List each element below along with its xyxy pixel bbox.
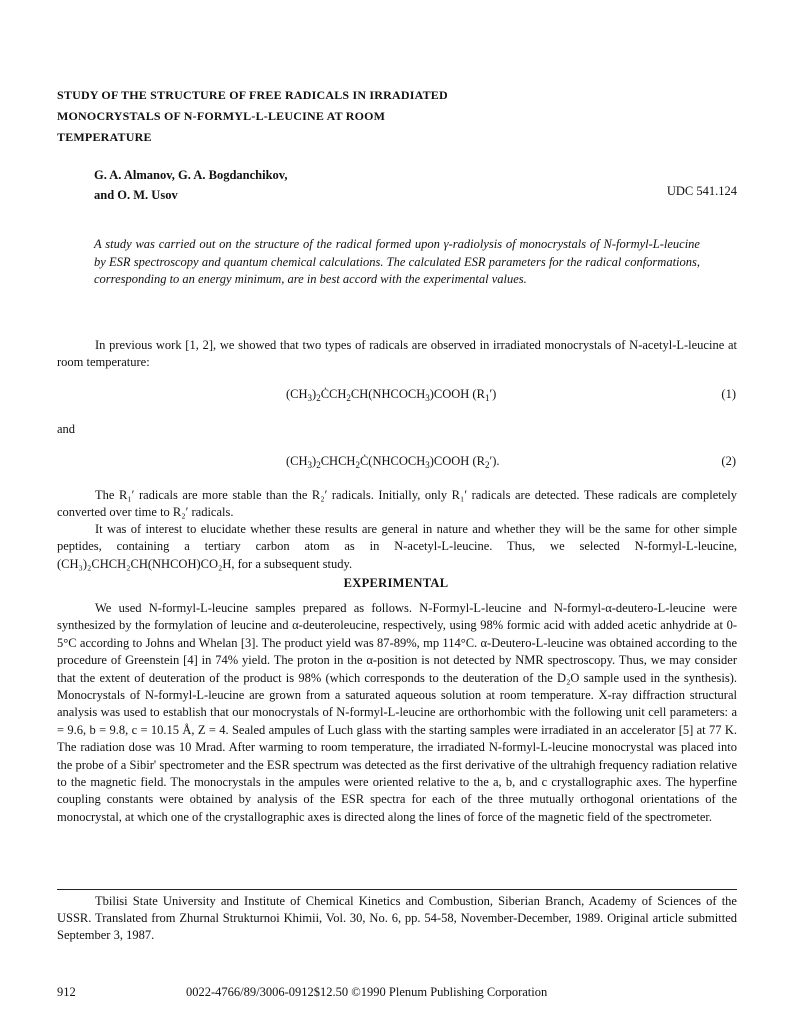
equation-2-number: (2) (721, 454, 736, 468)
section-heading-experimental: EXPERIMENTAL (343, 576, 449, 590)
author-list (94, 165, 287, 205)
stability-paragraph: The R₁′ radicals are more stable than the R₂′ radicals. Initially, only R₁′ radicals are detected. These radicals are completely converted over time to R₂′ radicals. (57, 488, 737, 520)
page-number: 912 (57, 985, 76, 999)
equation-2: $(CH_3)_2CHCH_2Ċ(NHCOCH_3)COOH$ $(R_2')$. (286, 454, 500, 470)
title-line-3: TEMPERATURE (57, 130, 152, 144)
equation-1-number: (1) (721, 387, 736, 401)
copyright-line: 0022-4766/89/3006-0912$12.50 ©1990 Plenum Publishing Corporation (186, 985, 548, 999)
experimental-paragraph: We used N-formyl-L-leucine samples prepared as follows. N-Formyl-L-leucine and N-formyl-α-deutero-L-leucine were synthesized by the formylation of leucine and α-deuteroleucine, respectively, using 98% formic acid with added acetic anhydride at 0-5°C according to Johns and Whelan [3]. The product yield was 87-89%, mp 114°C. α-Deutero-L-leucine was obtained according to the procedure of Greenstein [4] in 74% yield. The proton in the α-position is not detected by NMR spectroscopy. Thus, we may consider that the extent of deuteration of the product is 98% (which corresponds to the deuteration of the D₂O sample used in the synthesis). Monocrystals of N-formyl-L-leucine are grown from a saturated aqueous solution at room temperature. X-ray diffraction structural analysis was used to establish that our monocrystals of N-formyl-L-leucine are orthorhombic with the following unit cell parameters: a = 9.6, b = 9.8, c = 10.15 Å, Z = 4. Sealed ampules of Luch glass with the starting samples were irradiated in an accelerator [5] at 77 K. The radiation dose was 10 Mrad. After warming to room temperature, the irradiated N-formyl-L-leucine monocrystal was placed into the probe of a Sibir' spectrometer and the ESR spectrum was detected as the first derivative of the ultrahigh frequency radiation relative to the magnetic field. The monocrystals in the ampules were oriented relative to the a, b, and c crystallographic axes. The hyperfine coupling constants were obtained by analysis of the ESR spectra for each of the three mutually orthogonal orientations of the monocrystal, at which one of the crystallographic axes is directed along the lines of force of the magnetic field of the spectrometer. (57, 601, 737, 824)
udc-code: UDC 541.124 (666, 184, 737, 198)
title-line-2: MONOCRYSTALS OF N-FORMYL-L-LEUCINE AT ROOM (57, 109, 386, 123)
equation-1: $(CH_3)_2ĊCH_2CH(NHCOCH_3)COOH$ $(R_1')$ (286, 387, 497, 403)
title-line-1: STUDY OF THE STRUCTURE OF FREE RADICALS IN IRRADIATED (57, 88, 448, 102)
abstract: A study was carried out on the structure of the radical formed upon γ-radiolysis of monocrystals of N-formyl-L-leucine by ESR spectroscopy and quantum chemical calculations. The calculated ESR parameters for the radical conformations, corresponding to an energy minimum, are in best accord with the experimental values. (94, 237, 700, 286)
authors-line-1: G. A. Almanov, G. A. Bogdanchikov, (94, 168, 288, 182)
footnote: Tbilisi State University and Institute of Chemical Kinetics and Combustion, Siberian Branch, Academy of Sciences of the USSR. Translated from Zhurnal Strukturnoi Khimii, Vol. 30, No. 6, pp. 54-58, November-December, 1989. Original article submitted September 3, 1987. (57, 894, 737, 942)
article-title (57, 85, 577, 148)
intro-paragraph: In previous work [1, 2], we showed that two types of radicals are observed in irradiated monocrystals of N-acetyl-L-leucine at room temperature: (57, 338, 737, 370)
authors-line-2: and O. M. Usov (94, 188, 178, 202)
interest-paragraph: It was of interest to elucidate whether these results are general in nature and whether they will be the same for other simple peptides, containing a tertiary carbon atom as in N-acetyl-L-leucine. Thus, we selected N-formyl-L-leucine, (CH₃)₂CHCH₂CH(NHCOH)CO₂H, for a subsequent study. (57, 522, 737, 571)
and-connector: and (57, 422, 76, 436)
footnote-rule (57, 889, 737, 890)
